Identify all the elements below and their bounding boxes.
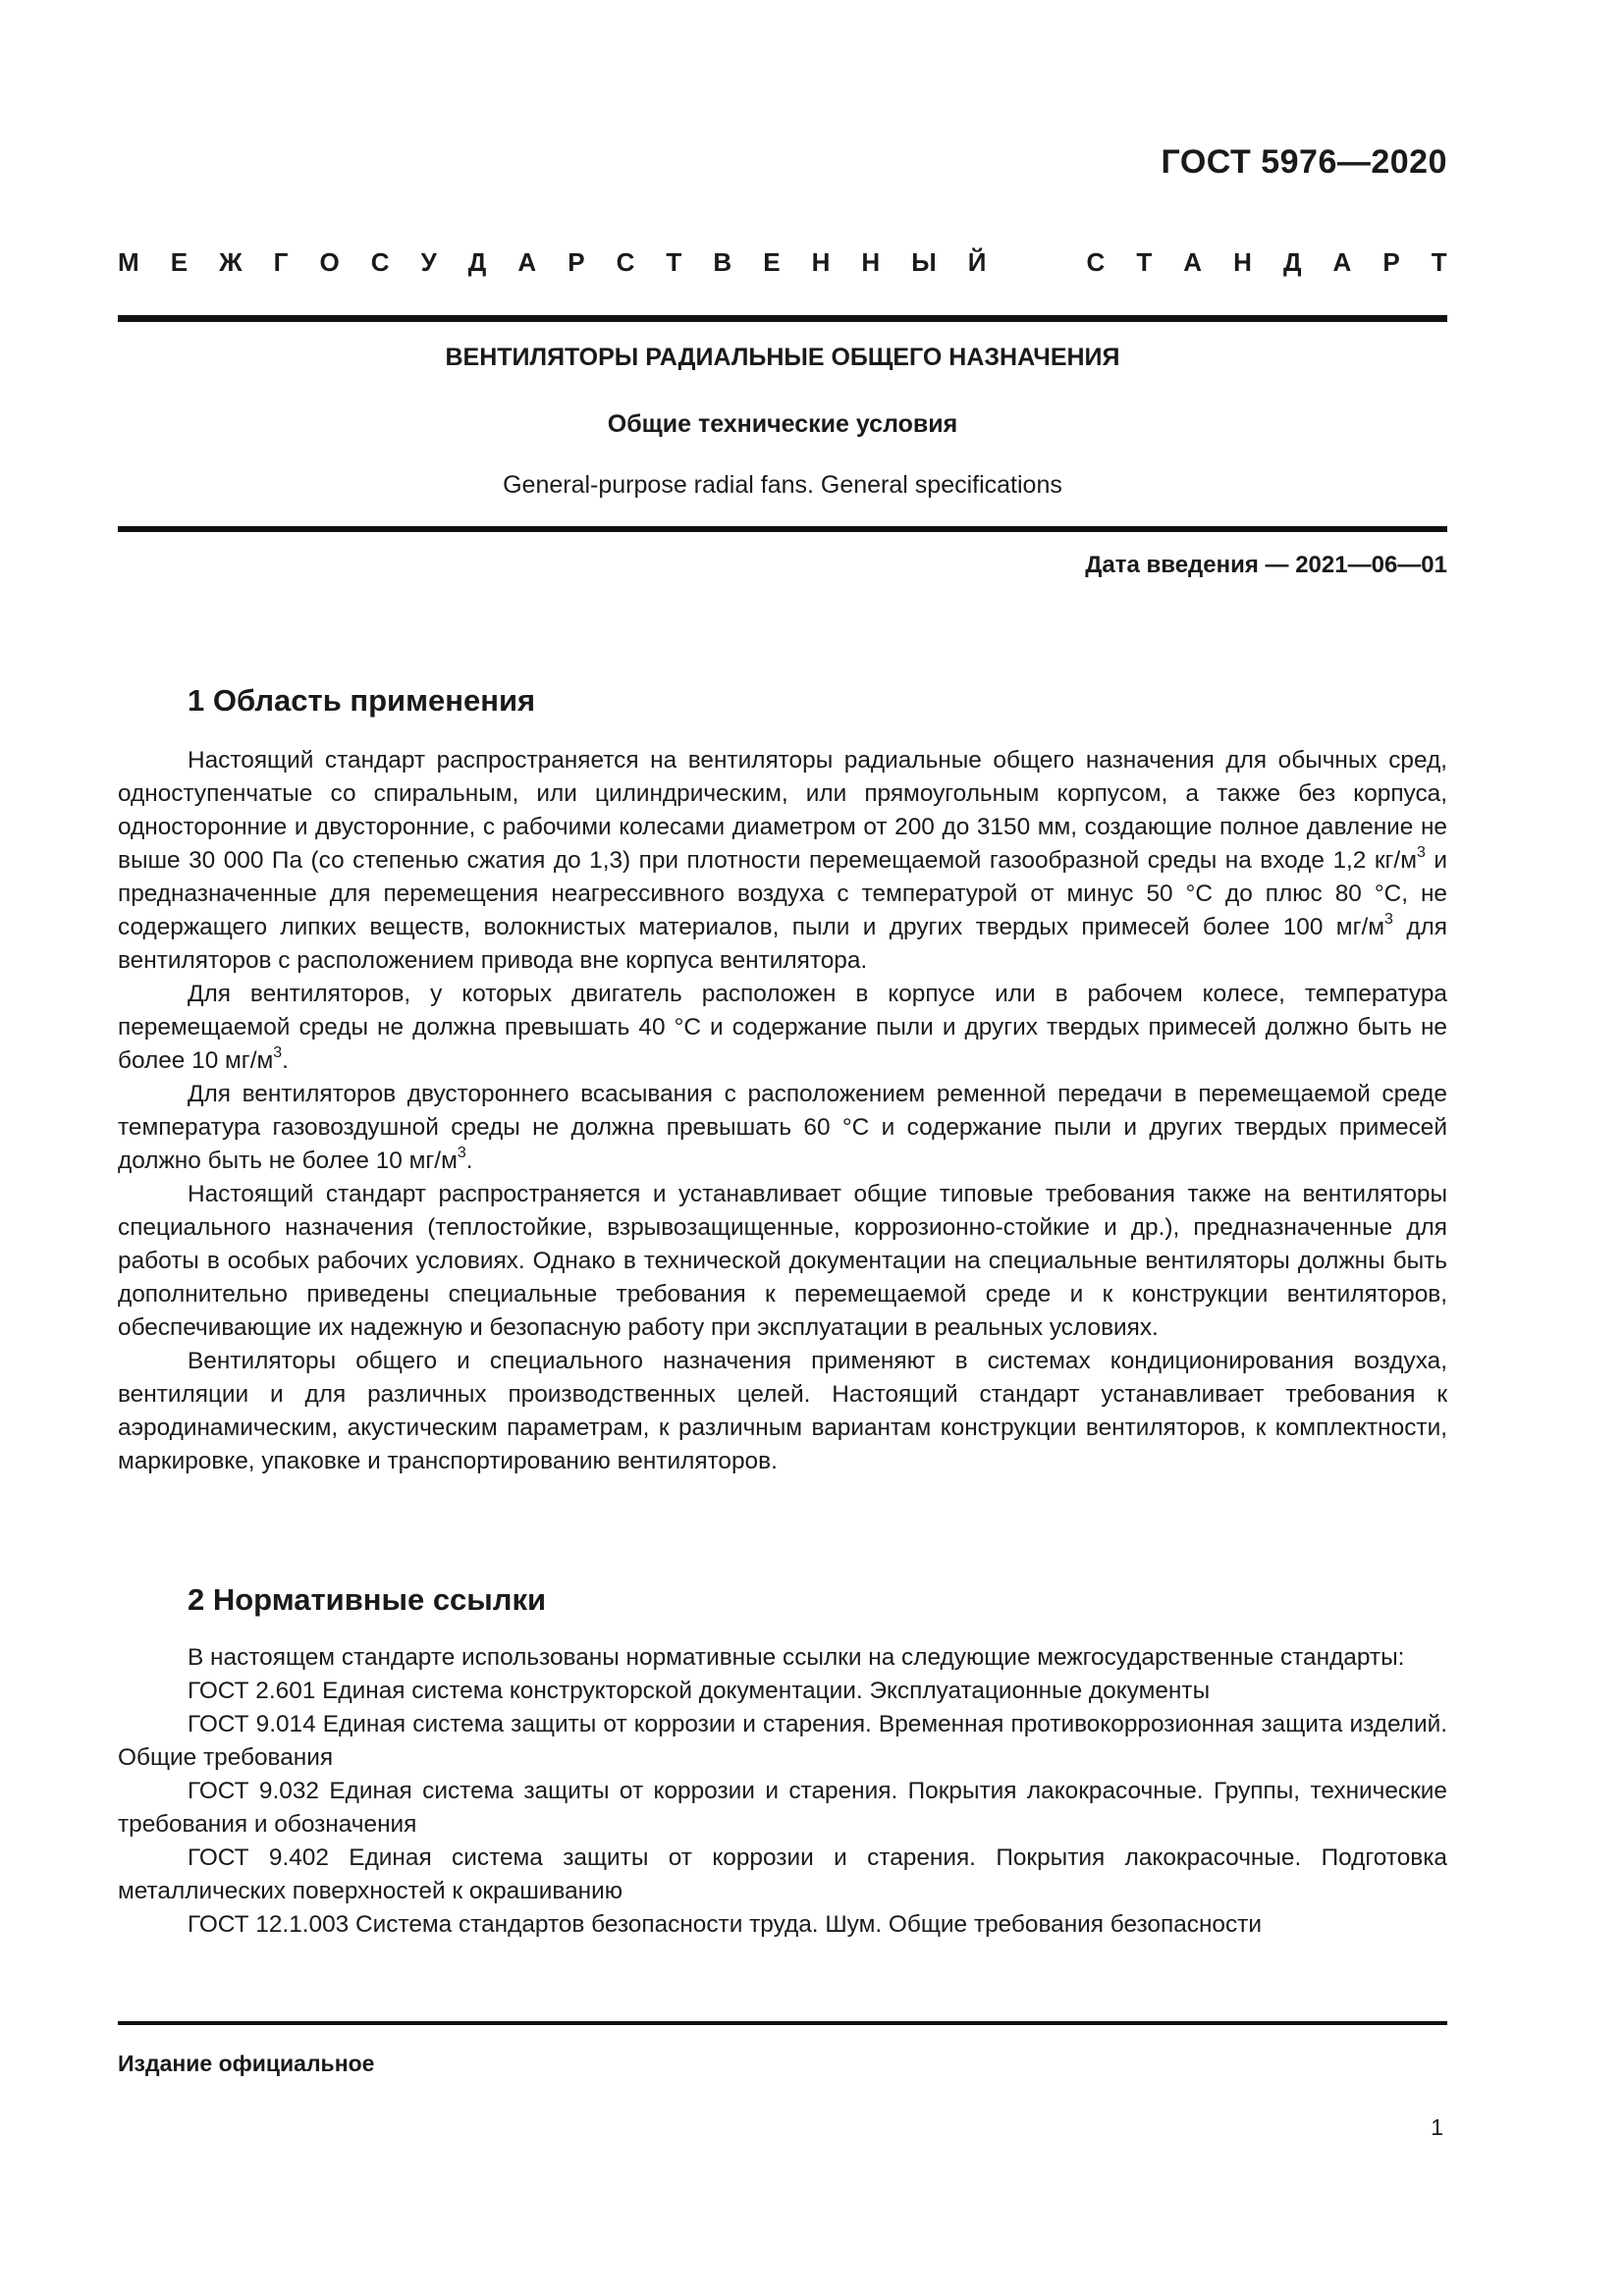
top-divider	[118, 315, 1447, 322]
text: .	[465, 1148, 473, 1174]
standard-type-letter: А	[1332, 247, 1352, 277]
standard-type-letter: Т	[1136, 247, 1153, 277]
standard-type-letter: Р	[568, 247, 585, 277]
standard-type-letter: Р	[1382, 247, 1400, 277]
section-1-body	[118, 744, 1447, 1478]
standard-number: ГОСТ 5976—2020	[1161, 143, 1447, 181]
standard-type-letter: С	[1086, 247, 1106, 277]
title-divider	[118, 526, 1447, 532]
standard-type-letter: Е	[170, 247, 189, 277]
text: Для вентиляторов, у которых двигатель расположен в корпусе или в рабочем колесе, температура перемещаемой среды не должна превышать 40 °С и содержание пыли и других твердых примесей должно быть не более 10 мг/м	[118, 981, 1447, 1074]
page-number: 1	[1431, 2114, 1443, 2140]
reference-item: ГОСТ 9.402 Единая система защиты от коррозии и старения. Покрытия лакокрасочные. Подготовка металлических поверхностей к окрашиванию	[118, 1844, 1447, 1904]
document-subtitle: Общие технические условия	[607, 410, 958, 438]
standard-type-letter: Г	[273, 247, 289, 277]
standard-type-letter: М	[118, 247, 139, 277]
section-1-heading: 1 Область применения	[188, 683, 536, 718]
standard-type-letter: Т	[1431, 247, 1447, 277]
word-gap	[1017, 247, 1055, 278]
standard-type-letter: Н	[1233, 247, 1252, 277]
paragraph: Вентиляторы общего и специального назначения применяют в системах кондиционирования воздуха, вентиляции и для различных производственных целей. Настоящий стандарт устанавливает требования к аэродинамическим, акустическим параметрам, к различным вариантам конструкции вентиляторов, к комплектности, маркировке, упаковке и транспортированию вентиляторов.	[118, 1348, 1447, 1474]
standard-type-letter: В	[713, 247, 732, 277]
standard-type-letter: С	[370, 247, 390, 277]
standard-type-letter: Н	[811, 247, 831, 277]
document-title: ВЕНТИЛЯТОРЫ РАДИАЛЬНЫЕ ОБЩЕГО НАЗНАЧЕНИЯ	[445, 344, 1120, 371]
standard-type-letter: А	[1183, 247, 1203, 277]
paragraph: Настоящий стандарт распространяется и устанавливает общие типовые требования также на вентиляторы специального назначения (теплостойкие, взрывозащищенные, коррозионно-стойкие и др.), предназначенные для работы в особых рабочих условиях. Однако в технической документации на специальные вентиляторы должны быть дополнительно приведены специальные требования к перемещаемой среде и к конструкции вентиляторов, обеспечивающие их надежную и безопасную работу при эксплуатации в реальных условиях.	[118, 1181, 1447, 1341]
text: .	[282, 1047, 289, 1074]
section-2-heading: 2 Нормативные ссылки	[188, 1582, 547, 1617]
text: для вентиляторов с расположением привода вне корпуса вентилятора.	[118, 914, 1447, 974]
standard-type-letter: Д	[467, 247, 487, 277]
paragraph: В настоящем стандарте использованы нормативные ссылки на следующие межгосударственные стандарты:	[188, 1644, 1405, 1671]
reference-item: ГОСТ 9.032 Единая система защиты от коррозии и старения. Покрытия лакокрасочные. Группы, технические требования и обозначения	[118, 1778, 1447, 1838]
superscript: 3	[457, 1144, 466, 1161]
footer-divider	[118, 2021, 1447, 2025]
standard-type-heading	[118, 247, 1447, 278]
paragraph	[118, 978, 1447, 1078]
reference-item: ГОСТ 2.601 Единая система конструкторской документации. Эксплуатационные документы	[188, 1678, 1211, 1704]
standard-type-letter: С	[616, 247, 635, 277]
standard-type-letter: У	[420, 247, 437, 277]
reference-item: ГОСТ 9.014 Единая система защиты от коррозии и старения. Временная противокоррозионная защита изделий. Общие требования	[118, 1711, 1447, 1771]
edition-label: Издание официальное	[118, 2051, 375, 2076]
standard-type-letter: Т	[666, 247, 682, 277]
superscript: 3	[1384, 910, 1393, 928]
standard-type-letter: Н	[861, 247, 881, 277]
reference-item: ГОСТ 12.1.003 Система стандартов безопасности труда. Шум. Общие требования безопасности	[188, 1911, 1262, 1938]
superscript: 3	[273, 1043, 283, 1061]
standard-type-letter: Й	[967, 247, 987, 277]
paragraph	[118, 1078, 1447, 1178]
text: Для вентиляторов двустороннего всасывания с расположением ременной передачи в перемещаемой среде температура газовоздушной среды не должна превышать 60 °С и содержание пыли и других твердых примесей должно быть не более 10 мг/м	[118, 1081, 1447, 1174]
superscript: 3	[1416, 843, 1426, 861]
standard-type-letter: Е	[763, 247, 781, 277]
introduction-date: Дата введения — 2021—06—01	[1085, 552, 1447, 578]
standard-type-letter: Ж	[219, 247, 243, 277]
paragraph	[118, 744, 1447, 978]
standard-type-letter: А	[517, 247, 537, 277]
standard-type-letter: Д	[1282, 247, 1302, 277]
standard-type-letter: Ы	[911, 247, 937, 277]
document-title-english: General-purpose radial fans. General specifications	[503, 471, 1062, 499]
text: и предназначенные для перемещения неагрессивного воздуха с температурой от минус 50 °С до плюс 80 °С, не содержащего липких веществ, волокнистых материалов, пыли и других твердых примесей более 100 мг/м	[118, 847, 1447, 940]
standard-type-letter: О	[319, 247, 340, 277]
text: Настоящий стандарт распространяется на вентиляторы радиальные общего назначения для обычных сред, одноступенчатые со спиральным, или цилиндрическим, или прямоугольным корпусом, а также без корпуса, односторонние и двусторонние, с рабочими колесами диаметром от 200 до 3150 мм, создающие полное давление не выше 30 000 Па (со степенью сжатия до 1,3) при плотности перемещаемой газообразной среды на входе 1,2 кг/м	[118, 747, 1447, 874]
section-2-body	[118, 1641, 1447, 1942]
